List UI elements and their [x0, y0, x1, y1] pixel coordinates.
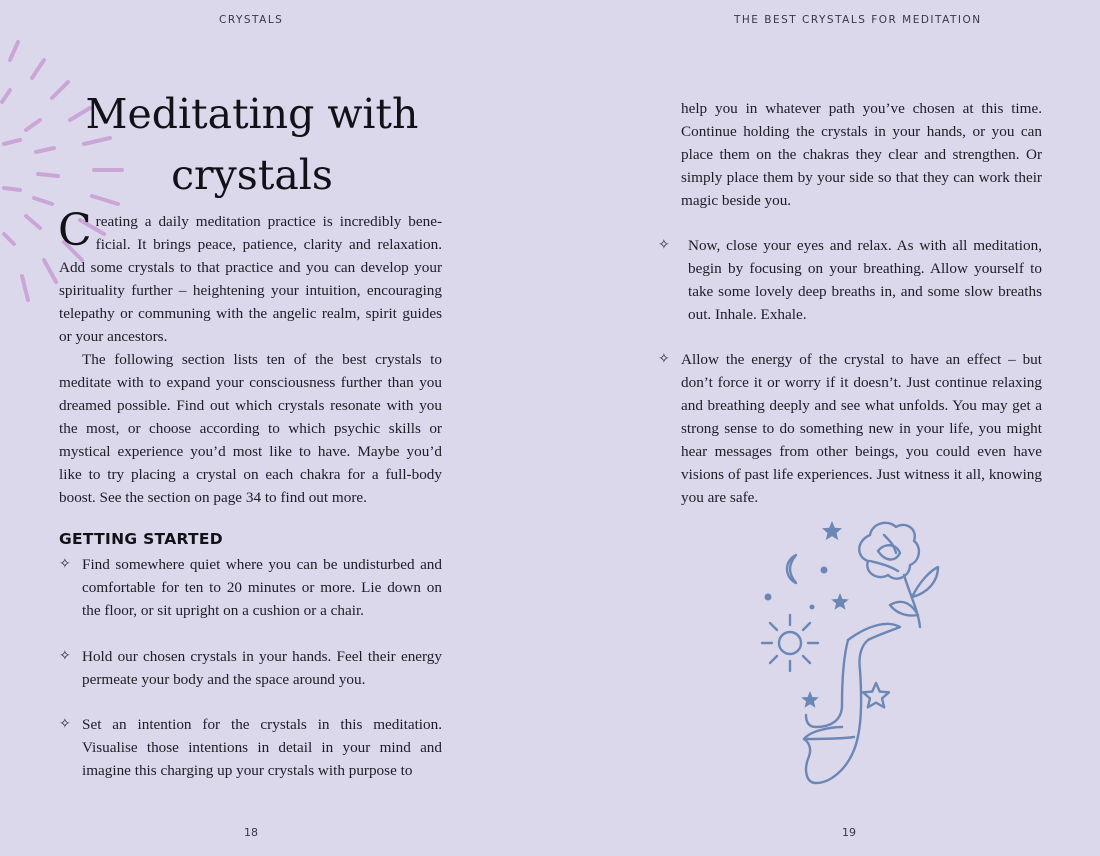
- intro-paragraph: [58, 205, 442, 348]
- second-paragraph: The following section lists ten of the best crystals to meditate with to expand your consciousness further than you dreamed possible. Find out which crystals resonate with you the most, or choose according to which psychic skills or mystical experience you’d most like to have. Maybe you’d like to try placing a crystal on each chakra for a full-body boost. See the section on page 34 to find out more.: [59, 351, 442, 506]
- section-heading: GETTING STARTED: [59, 530, 223, 548]
- list-item: [658, 234, 1042, 326]
- sparkle-bullet-icon: ✧: [59, 648, 71, 664]
- list-item: [59, 645, 442, 691]
- continued-paragraph: [681, 97, 1042, 212]
- running-head-right: THE BEST CRYSTALS FOR MEDITATION: [734, 14, 982, 26]
- list-item-text: Find somewhere quiet where you can be undisturbed and comfortable for ten to 20 minutes or more. Lie down on the floor, or sit upright on a cushion or a chair.: [82, 556, 442, 619]
- list-item-text: Hold our chosen crystals in your hands. Feel their energy permeate your body and the space around you.: [82, 648, 442, 688]
- list-item: [59, 553, 442, 622]
- right-page: [550, 0, 1100, 856]
- sparkle-bullet-icon: ✧: [658, 237, 670, 253]
- list-item: [658, 348, 1042, 509]
- list-item: [59, 713, 442, 782]
- list-item-text: Set an intention for the crystals in this meditation. Visualise those intentions in detail in your mind and imagine this charging up your crystals with purpose to: [82, 716, 442, 779]
- page-title-line2: crystals: [171, 151, 333, 199]
- sparkle-bullet-icon: ✧: [59, 716, 71, 732]
- page-title-line1: Meditating with: [85, 90, 419, 138]
- running-head-left: CRYSTALS: [219, 14, 284, 26]
- sparkle-bullet-icon: ✧: [658, 351, 670, 367]
- drop-cap: C: [58, 205, 92, 256]
- page-number-right: 19: [842, 826, 856, 839]
- face-flower-illustration-icon: [750, 515, 950, 790]
- continued-text: help you in whatever path you’ve chosen at this time. Continue holding the crystals in your hands, or you can place them on the chakras they clear and strengthen. Or simply place them by your side so that they can work their magic beside you.: [681, 100, 1042, 209]
- page-number-left: 18: [244, 826, 258, 839]
- sparkle-bullet-icon: ✧: [59, 556, 71, 572]
- intro-column: [58, 205, 442, 509]
- list-item-text: Allow the energy of the crystal to have an effect – but don’t force it or worry if it doesn’t. Just continue relaxing and breathing deeply and see what unfolds. You may get a strong sense to do something new in your life, you might hear messages from other beings, you could even have visions of past life experiences. Just witness it all, knowing you are safe.: [681, 351, 1042, 506]
- intro-text: reating a daily meditation practice is incredibly beneficial. It brings peace, patience, clarity and relaxation. Add some crystals to that practice and you can develop your spirituality further – heightening your intuition, encouraging telepathy or communing with the angelic realm, spirit guides or your ancestors.: [59, 213, 442, 345]
- list-item-text: Now, close your eyes and relax. As with all meditation, begin by focusing on your breathing. Allow yourself to take some lovely deep breaths in, and some slow breaths out. Inhale. Exhale.: [688, 237, 1042, 323]
- page-title: [60, 84, 444, 206]
